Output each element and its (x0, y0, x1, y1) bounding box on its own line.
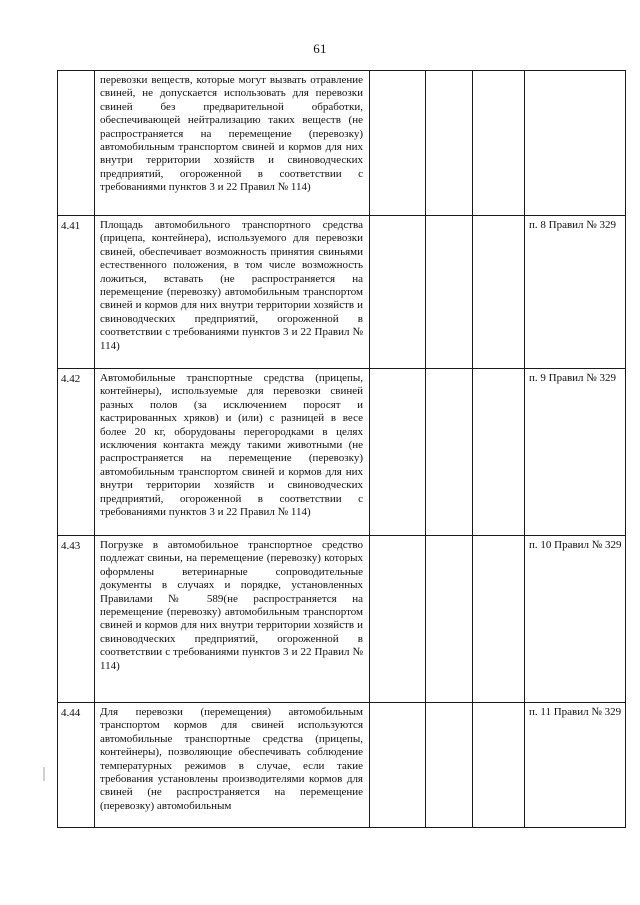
requirements-table (57, 70, 626, 828)
item-number-cell (58, 369, 95, 536)
item-number: 4.43 (61, 540, 81, 552)
item-number: 4.42 (61, 373, 81, 385)
legal-reference-cell (525, 369, 626, 536)
empty-cell (426, 536, 473, 703)
legal-reference: п. 8 Правил № 329 (529, 219, 617, 231)
requirement-text-cell (95, 369, 370, 536)
requirement-text-cell (95, 703, 370, 828)
requirement-text-cell (95, 216, 370, 369)
empty-cell (473, 216, 525, 369)
requirement-text: Погрузке в автомобильное транспортное средство подлежат свиньи, на перемещение (перевозку) которых оформлены ветеринарные сопроводительные документы в случаях и порядке, установленных Правилами № 589(не распространяется на перемещение (перевозку) автомобильным транспортом свиней и кормов для них внутри территории хозяйств и свиноводческих предприятий, огороженной в соответствии с требованиями пунктов 3 и 22 Правил № 114) (100, 539, 363, 672)
empty-cell (426, 703, 473, 828)
legal-reference-cell (525, 216, 626, 369)
legal-reference: п. 10 Правил № 329 (529, 539, 622, 551)
table-row (58, 703, 626, 828)
requirement-text: Площадь автомобильного транспортного средства (прицепа, контейнера), используемого для перевозки свиней, обеспечивает возможность принятия свиньями естественного положения, в том числе возможность ложиться, вставать (не распространяется на перемещение (перевозку) автомобильным транспортом свиней и кормов для них внутри территории хозяйств и свиноводческих предприятий, огороженной в соответствии с требованиями пунктов 3 и 22 Правил № 114) (100, 219, 363, 352)
item-number: 4.41 (61, 220, 81, 232)
item-number (58, 71, 94, 75)
table-row (58, 216, 626, 369)
requirement-text: перевозки веществ, которые могут вызвать отравление свиней, не допускается использовать для перевозки свиней без предварительной обработки, обеспечивающей нейтрализацию таких веществ (не распространяется на перемещение (перевозку) автомобильным транспортом свиней и кормов для них внутри территории хозяйств и свиноводческих предприятий, огороженной в соответствии с требованиями пунктов 3 и 22 Правил № 114) (100, 74, 363, 194)
table-row (58, 536, 626, 703)
item-number-cell (58, 216, 95, 369)
item-number-cell (58, 703, 95, 828)
legal-reference-cell (525, 703, 626, 828)
legal-reference: п. 11 Правил № 329 (529, 706, 622, 718)
legal-reference-cell (525, 536, 626, 703)
requirement-text-cell (95, 536, 370, 703)
requirement-text: Для перевозки (перемещения) автомобильным транспортом кормов для свиней используются автомобильные транспортные средства (прицепы, контейнеры), позволяющие обеспечивать соблюдение температурных режимов в случае, если такие требования установлены производителями кормов для свиней (не распространяется на перемещение (перевозку) автомобильным (100, 706, 363, 812)
empty-cell (426, 216, 473, 369)
empty-cell (473, 369, 525, 536)
table-row (58, 369, 626, 536)
empty-cell (370, 703, 426, 828)
item-number-cell (58, 536, 95, 703)
legal-reference-cell (525, 71, 626, 216)
empty-cell (426, 71, 473, 216)
empty-cell (370, 536, 426, 703)
requirement-text-cell (95, 71, 370, 216)
empty-cell (473, 536, 525, 703)
empty-cell (473, 703, 525, 828)
empty-cell (370, 216, 426, 369)
item-number-cell (58, 71, 95, 216)
empty-cell (370, 369, 426, 536)
requirement-text: Автомобильные транспортные средства (прицепы, контейнеры), используемые для перевозки свиней разных полов (за исключением поросят и кастрированных хряков) и (или) с разницей в весе более 20 кг, оборудованы перегородками в целях исключения контакта между такими животными (не распространяется на перемещение (перевозку) автомобильным транспортом свиней и кормов для них внутри территории хозяйств и свиноводческих предприятий, огороженной в соответствии с требованиями пунктов 3 и 22 Правил № 114) (100, 372, 363, 519)
empty-cell (426, 369, 473, 536)
scan-margin-mark (43, 767, 45, 781)
empty-cell (473, 71, 525, 216)
item-number: 4.44 (61, 707, 81, 719)
empty-cell (370, 71, 426, 216)
legal-reference (525, 71, 625, 74)
table-row (58, 71, 626, 216)
page-number: 61 (313, 41, 327, 56)
legal-reference: п. 9 Правил № 329 (529, 372, 617, 384)
